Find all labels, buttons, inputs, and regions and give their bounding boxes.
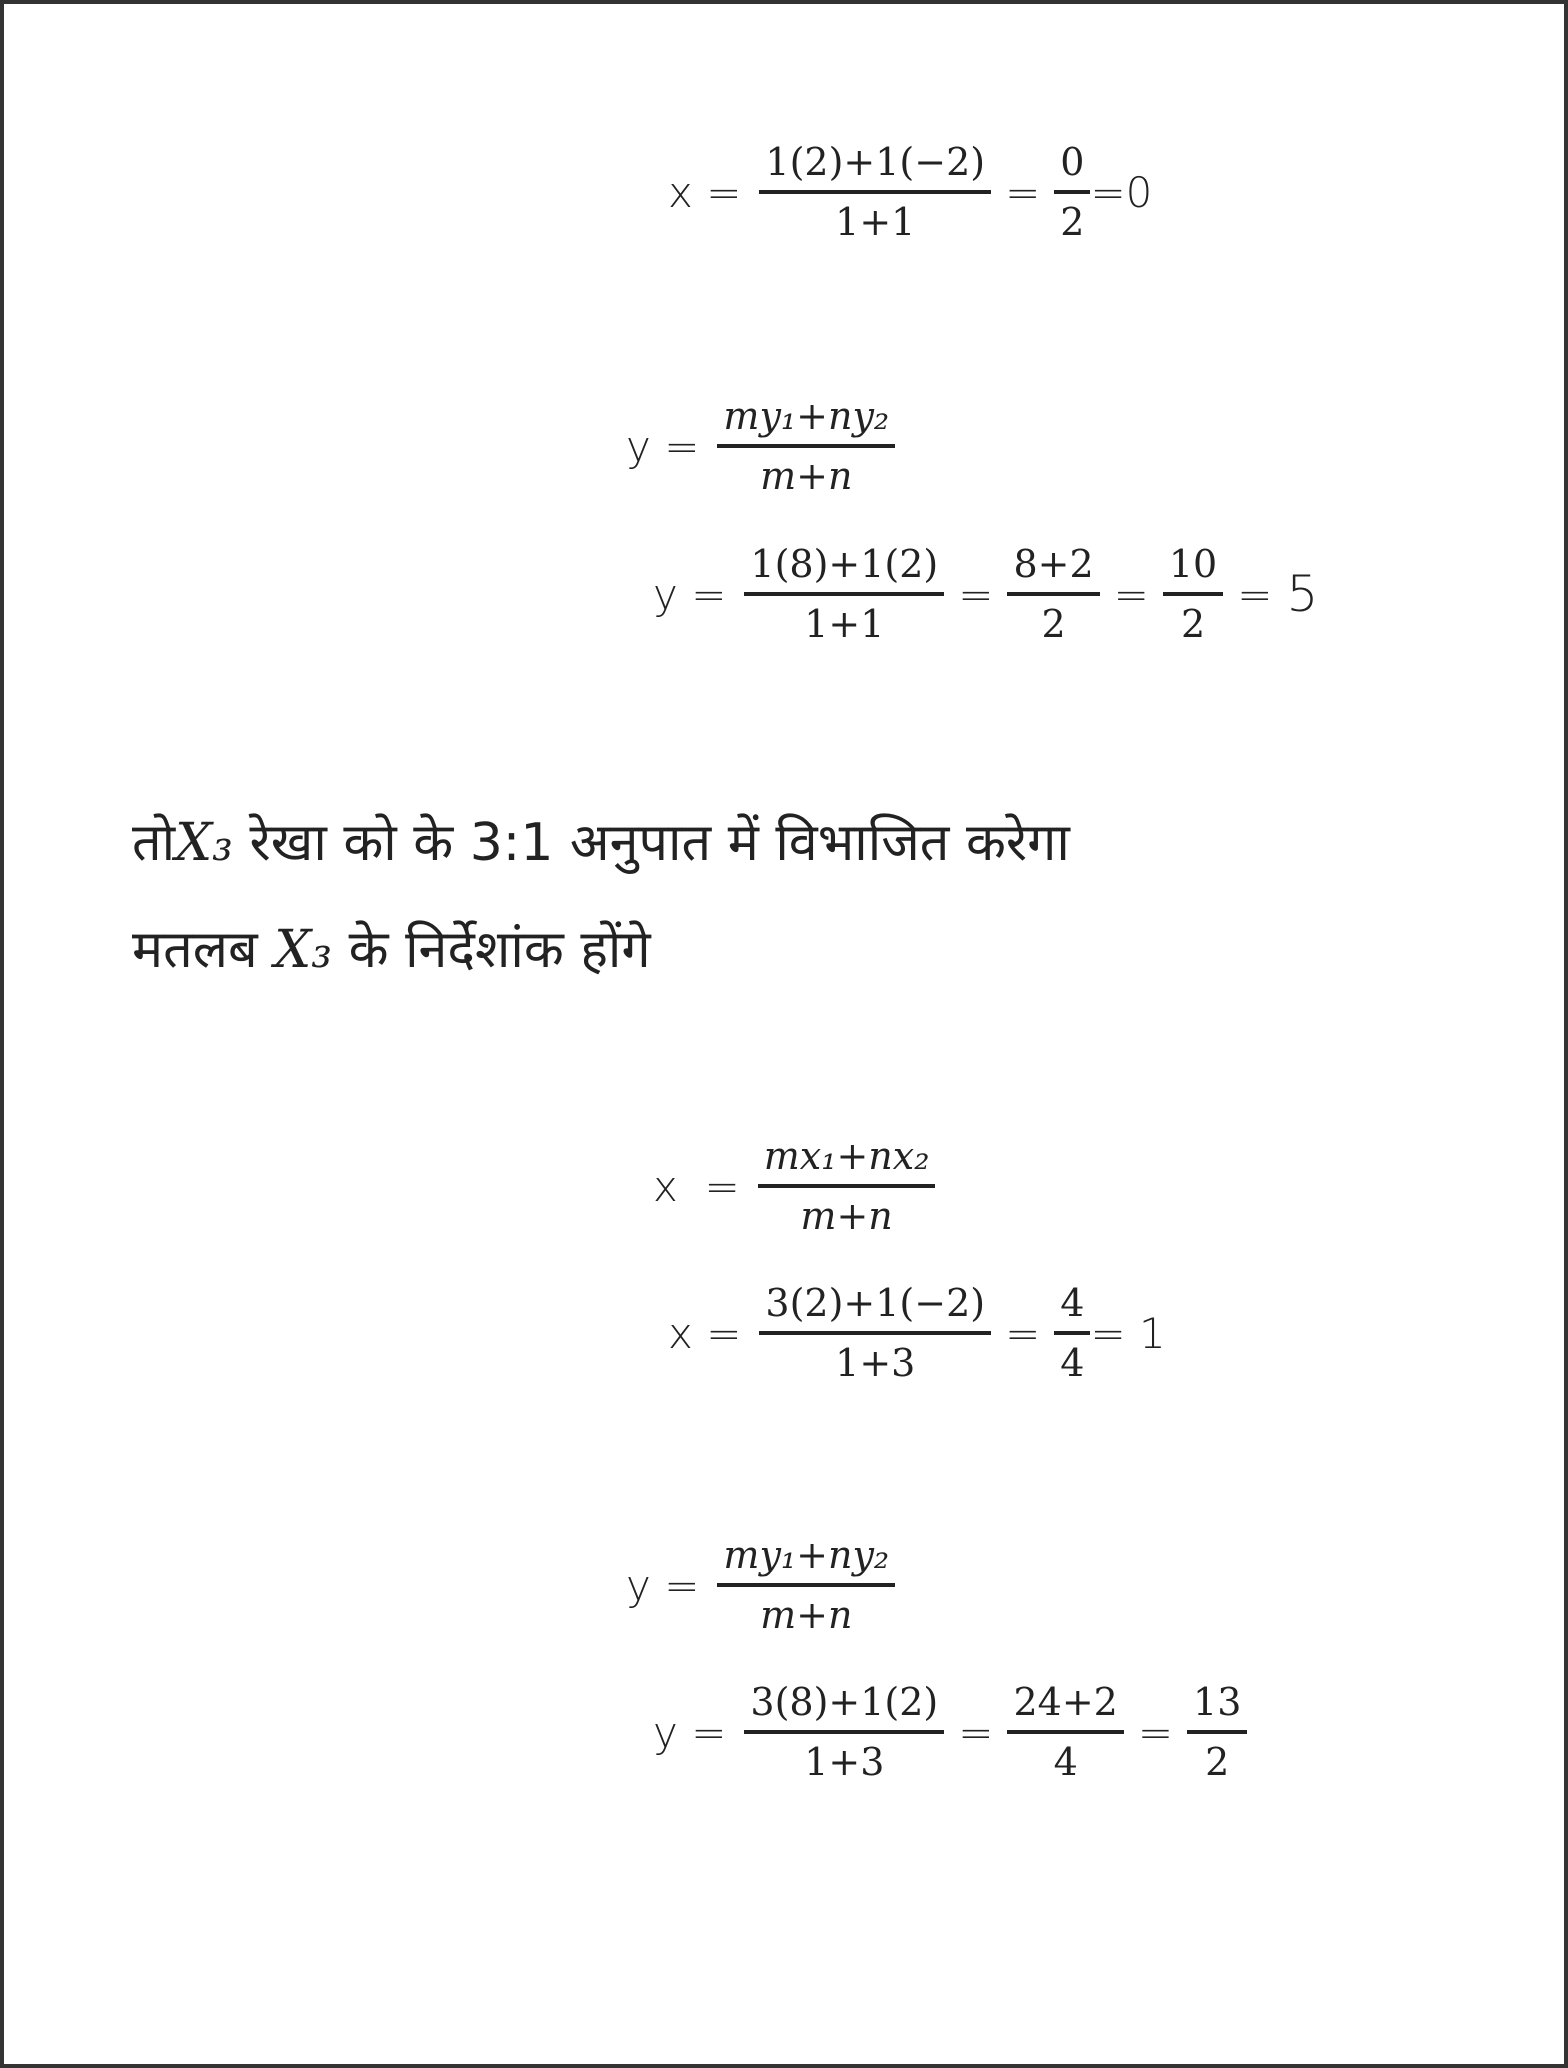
numerator: my₁+ny₂: [723, 1533, 890, 1577]
hindi-line-1: [132, 805, 1070, 876]
lhs: y =: [626, 421, 700, 471]
equals: =: [1005, 167, 1041, 217]
denominator: m+n: [760, 1593, 853, 1637]
text: तो: [132, 813, 176, 873]
fraction: [717, 1533, 895, 1637]
denominator: 1+3: [804, 1740, 885, 1784]
denominator: 1+1: [835, 200, 916, 244]
numerator: 13: [1193, 1680, 1242, 1724]
equation-x-midpoint: [668, 140, 1152, 244]
equals: =: [1237, 569, 1273, 619]
fraction: [744, 1680, 944, 1784]
fraction: [1054, 140, 1090, 244]
result: = 1: [1090, 1308, 1166, 1358]
numerator: 8+2: [1013, 542, 1094, 586]
denominator: 2: [1180, 602, 1206, 646]
fraction: [759, 140, 991, 244]
equation-y-ratio: [653, 1680, 1247, 1784]
denominator: 1+3: [835, 1341, 916, 1385]
text: रेखा को के 3:1 अनुपात में विभाजित करेगा: [232, 813, 1070, 873]
lhs: x =: [653, 1161, 740, 1211]
equation-y-formula-2: [626, 1533, 895, 1637]
equals: =: [958, 1707, 994, 1757]
hindi-line-2: [132, 912, 651, 983]
fraction: [1054, 1281, 1090, 1385]
numerator: 1(2)+1(−2): [765, 140, 986, 184]
denominator: 4: [1053, 1740, 1078, 1784]
equals: =: [1137, 1707, 1174, 1757]
equation-y-midpoint: [653, 542, 1318, 646]
text: मतलब: [132, 920, 275, 980]
denominator: 4: [1060, 1341, 1085, 1385]
lhs: y =: [653, 569, 727, 619]
denominator: 2: [1205, 1740, 1230, 1784]
fraction: [1187, 1680, 1247, 1784]
lhs: x =: [668, 167, 742, 217]
result: =0: [1090, 167, 1153, 217]
text: के निर्देशांक होंगे: [332, 920, 651, 980]
denominator: 2: [1060, 200, 1085, 244]
fraction: [759, 1281, 991, 1385]
numerator: 10: [1168, 542, 1218, 586]
denominator: 2: [1041, 602, 1066, 646]
numerator: 4: [1060, 1281, 1085, 1325]
variable: X₃: [274, 920, 333, 980]
lhs: y =: [653, 1707, 727, 1757]
equals: =: [958, 569, 994, 619]
variable: X₃: [175, 813, 233, 873]
result: 5: [1286, 565, 1319, 623]
lhs: y =: [626, 1560, 700, 1610]
numerator: my₁+ny₂: [723, 394, 890, 438]
equation-x-ratio: [668, 1281, 1166, 1385]
denominator: 1+1: [804, 602, 885, 646]
numerator: 3(2)+1(−2): [765, 1281, 986, 1325]
fraction: [758, 1134, 936, 1238]
numerator: 3(8)+1(2): [750, 1680, 939, 1724]
fraction: [1007, 542, 1099, 646]
numerator: 1(8)+1(2): [750, 542, 939, 586]
equals: =: [1113, 569, 1149, 619]
fraction: [717, 394, 895, 498]
fraction: [1163, 542, 1223, 646]
numerator: 0: [1060, 140, 1085, 184]
equation-x-formula: [653, 1134, 935, 1238]
numerator: 24+2: [1013, 1680, 1118, 1724]
denominator: m+n: [760, 454, 853, 498]
equation-y-formula: [626, 394, 895, 498]
equals: =: [1005, 1308, 1041, 1358]
fraction: [1007, 1680, 1123, 1784]
denominator: m+n: [800, 1194, 893, 1238]
fraction: [744, 542, 944, 646]
lhs: x =: [668, 1308, 742, 1358]
numerator: mx₁+nx₂: [763, 1134, 930, 1178]
